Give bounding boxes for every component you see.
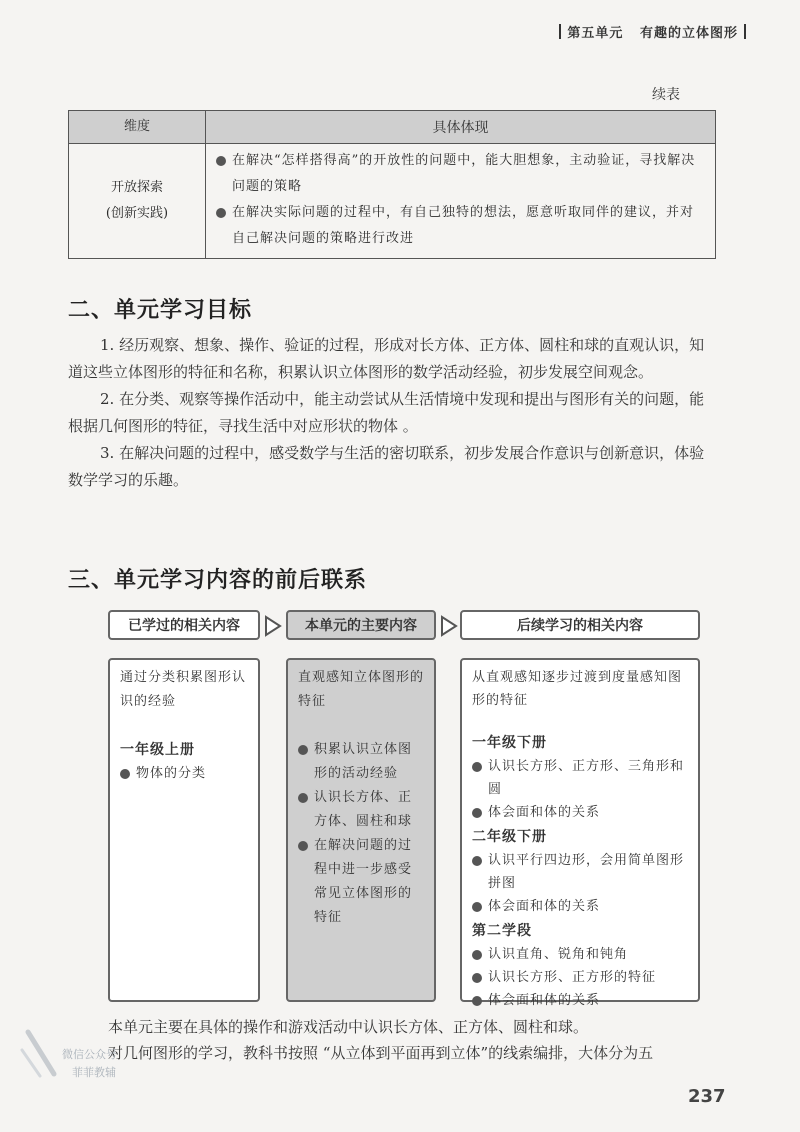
panel-prior [108,658,260,1002]
bullet-icon [472,762,482,772]
bullet-icon [216,156,226,166]
dimension-table [68,110,716,259]
bullet-icon [472,856,482,866]
list-item [298,738,424,786]
bullet-icon [298,745,308,755]
dimension-name: 开放探索 [110,180,163,195]
page-number: 237 [688,1086,726,1107]
header-title: 有趣的立体图形 [639,26,738,41]
panel-intro: 从直观感知逐步过渡到度量感知图形的特征 [472,670,683,708]
list-item [472,989,688,1012]
goal-item: 2. 在分类、观察等操作活动中，能主动尝试从生活情境中发现和提出与图形有关的问题，能根据几何图形的特征，寻找生活中对应形状的物体 。 [68,390,705,435]
dimension-cell [69,144,206,259]
body-paragraph-line: 本单元主要在具体的操作和游戏活动中认识长方体、正方体、圆柱和球。 [108,1018,589,1036]
pen-icon [20,1028,60,1080]
flow-box-current: 本单元的主要内容 [286,610,436,640]
flow-box-later: 后续学习的相关内容 [460,610,700,640]
table-header-manifestation: 具体体现 [206,111,716,144]
list-item [472,801,688,824]
panel-intro: 通过分类积累图形认识的经验 [120,670,247,709]
learning-goals [68,332,718,494]
bullet-text: 认识长方体、正方体、圆柱和球 [314,790,413,829]
bullet-text: 认识长方形、正方形、三角形和圆 [488,759,685,797]
grade-label: 一年级下册 [472,735,547,751]
bullet-text: 在解决“怎样搭得高”的开放性的问题中，能大胆想象，主动验证，寻找解决问题的策略 [232,153,696,194]
panel-intro: 直观感知立体图形的特征 [298,670,425,709]
header-bar-left [559,24,561,39]
grade-label: 二年级下册 [472,829,547,845]
bullet-text: 积累认识立体图形的活动经验 [314,742,413,781]
list-item [298,834,424,930]
bullet-text: 物体的分类 [136,766,207,781]
bullet-icon [472,950,482,960]
list-item [472,895,688,918]
table-header-dimension: 维度 [69,111,206,144]
watermark-line: 微信公众号 [62,1048,117,1061]
header-unit: 第五单元 [567,26,624,41]
bullet-icon [216,208,226,218]
list-item [216,148,705,200]
panel-current [286,658,436,1002]
list-item [120,762,248,786]
flow-box-prior: 已学过的相关内容 [108,610,260,640]
list-item [216,200,705,252]
bullet-icon [298,841,308,851]
arrow-right-icon [438,614,460,638]
bullet-icon [472,808,482,818]
list-item [472,849,688,895]
body-paragraph-line: 对几何图形的学习，教科书按照 “从立体到平面再到立体”的线索编排，大体分为五 [108,1044,654,1062]
bullet-icon [472,902,482,912]
grade-label: 第二学段 [472,923,532,939]
bullet-icon [472,996,482,1006]
section-heading-connections: 三、单元学习内容的前后联系 [68,568,368,593]
bullet-text: 体会面和体的关系 [488,899,601,914]
running-header [553,22,752,41]
dimension-subname: (创新实践) [105,206,169,221]
list-item [472,755,688,801]
grade-label: 一年级上册 [120,742,195,758]
section-heading-goals: 二、单元学习目标 [68,298,253,323]
goal-item: 3. 在解决问题的过程中，感受数学与生活的密切联系，初步发展合作意识与创新意识，体验数学学习的乐趣。 [68,444,705,489]
bullet-text: 认识长方形、正方形的特征 [488,970,657,985]
bullet-icon [298,793,308,803]
bullet-text: 体会面和体的关系 [488,993,601,1008]
bullet-text: 体会面和体的关系 [488,805,601,820]
bullet-icon [472,973,482,983]
table-header-row [69,111,716,144]
list-item [472,943,688,966]
watermark-line: 菲菲教辅 [72,1066,116,1079]
panel-later [460,658,700,1008]
continued-label: 续表 [652,87,680,103]
goal-item: 1. 经历观察、想象、操作、验证的过程，形成对长方体、正方体、圆柱和球的直观认识，知道这些立体图形的特征和名称，积累认识立体图形的数学活动经验，初步发展空间观念。 [68,336,705,381]
list-item [298,786,424,834]
table-row [69,144,716,259]
header-bar-right [744,24,746,39]
bullet-icon [120,769,130,779]
bullet-text: 在解决问题的过程中进一步感受常见立体图形的特征 [314,838,413,925]
manifestation-cell [206,144,716,259]
watermark [20,1028,120,1090]
bullet-text: 在解决实际问题的过程中，有自己独特的想法，愿意听取同伴的建议，并对自己解决问题的策略进行改进 [232,205,695,246]
bullet-text: 认识平行四边形，会用简单图形拼图 [488,853,685,891]
bullet-text: 认识直角、锐角和钝角 [488,947,629,962]
list-item [472,966,688,989]
arrow-right-icon [262,614,284,638]
